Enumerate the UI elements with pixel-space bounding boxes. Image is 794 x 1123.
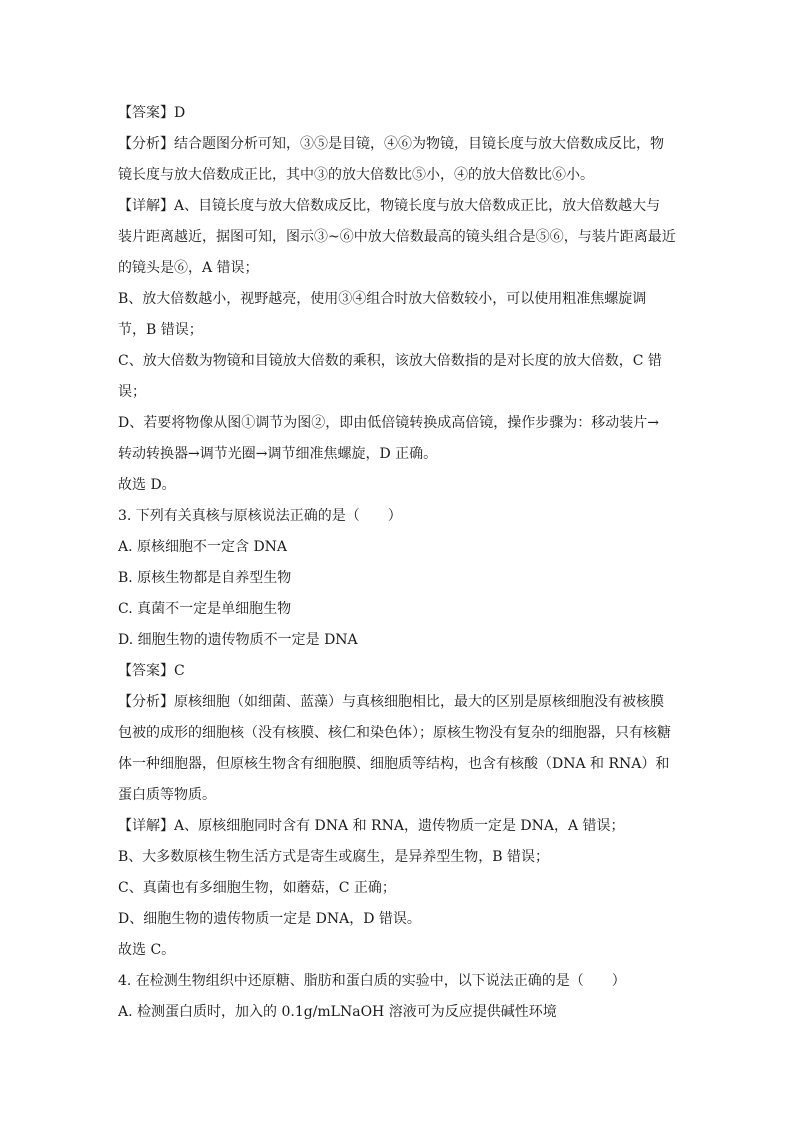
detail-line-q3: 【详解】A、原核细胞同时含有 DNA 和 RNA，遗传物质一定是 DNA，A 错误； [118,818,625,834]
answer-line-q2: 【答案】D [118,105,186,121]
conclusion-line-q2: 故选 D。 [118,477,176,493]
question-3-option-c: C. 真菌不一定是单细胞生物 [118,601,292,617]
detail-line-q2-cont2: 的镜头是⑥，A 错误； [118,260,259,276]
analysis-line-q3-cont3: 蛋白质等物质。 [118,787,216,803]
analysis-line-q2-cont: 镜长度与放大倍数成正比，其中③的放大倍数比⑤小，④的放大倍数比⑥小。 [118,167,594,183]
detail-d-line-q2: D、若要将物像从图①调节为图②，即由低倍镜转换成高倍镜，操作步骤为：移动装片→ [118,415,659,431]
answer-line-q3: 【答案】C [118,663,185,679]
detail-b-line-q3: B、大多数原核生物生活方式是寄生或腐生，是异养型生物，B 错误； [118,849,550,865]
detail-c-line-q3: C、真菌也有多细胞生物，如蘑菇，C 正确； [118,880,396,896]
question-3-option-a: A. 原核细胞不一定含 DNA [118,539,288,555]
analysis-line-q3-cont1: 包被的成形的细胞核（没有核膜、核仁和染色体）；原核生物没有复杂的细胞器，只有核糖 [118,725,671,741]
analysis-line-q2: 【分析】结合题图分析可知，③⑤是目镜，④⑥为物镜，目镜长度与放大倍数成反比，物 [118,136,664,152]
analysis-line-q3: 【分析】原核细胞（如细菌、蓝藻）与真核细胞相比，最大的区别是原核细胞没有被核膜 [118,694,664,710]
question-3-stem: 3. 下列有关真核与原核说法正确的是（ ） [118,508,402,524]
detail-c-line-q2: C、放大倍数为物镜和目镜放大倍数的乘积，该放大倍数指的是对长度的放大倍数，C 错 [118,353,662,369]
detail-d-line-q2-cont: 转动转换器→调节光圈→调节细准焦螺旋，D 正确。 [118,446,438,462]
detail-line-q2-cont1: 装片距离越近，据图可知，图示③~⑥中放大倍数最高的镜头组合是⑤⑥，与装片距离最近 [118,229,676,245]
detail-line-q2: 【详解】A、目镜长度与放大倍数成反比，物镜长度与放大倍数成正比，放大倍数越大与 [118,198,661,214]
question-4-option-a: A. 检测蛋白质时，加入的 0.1g/mLNaOH 溶液可为反应提供碱性环境 [118,1004,557,1020]
analysis-line-q3-cont2: 体一种细胞器，但原核生物含有细胞膜、细胞质等结构，也含有核酸（DNA 和 RNA）和 [118,756,670,772]
question-3-option-b: B. 原核生物都是自养型生物 [118,570,292,586]
question-3-option-d: D. 细胞生物的遗传物质不一定是 DNA [118,632,358,648]
conclusion-line-q3: 故选 C。 [118,942,176,958]
detail-b-line-q2-cont: 节，B 错误； [118,322,203,338]
question-4-stem: 4. 在检测生物组织中还原糖、脂肪和蛋白质的实验中，以下说法正确的是（ ） [118,973,626,989]
detail-c-line-q2-cont: 误； [118,384,146,400]
detail-d-line-q3: D、细胞生物的遗传物质一定是 DNA，D 错误。 [118,911,421,927]
detail-b-line-q2: B、放大倍数越小，视野越亮，使用③④组合时放大倍数较小，可以使用粗准焦螺旋调 [118,291,647,307]
